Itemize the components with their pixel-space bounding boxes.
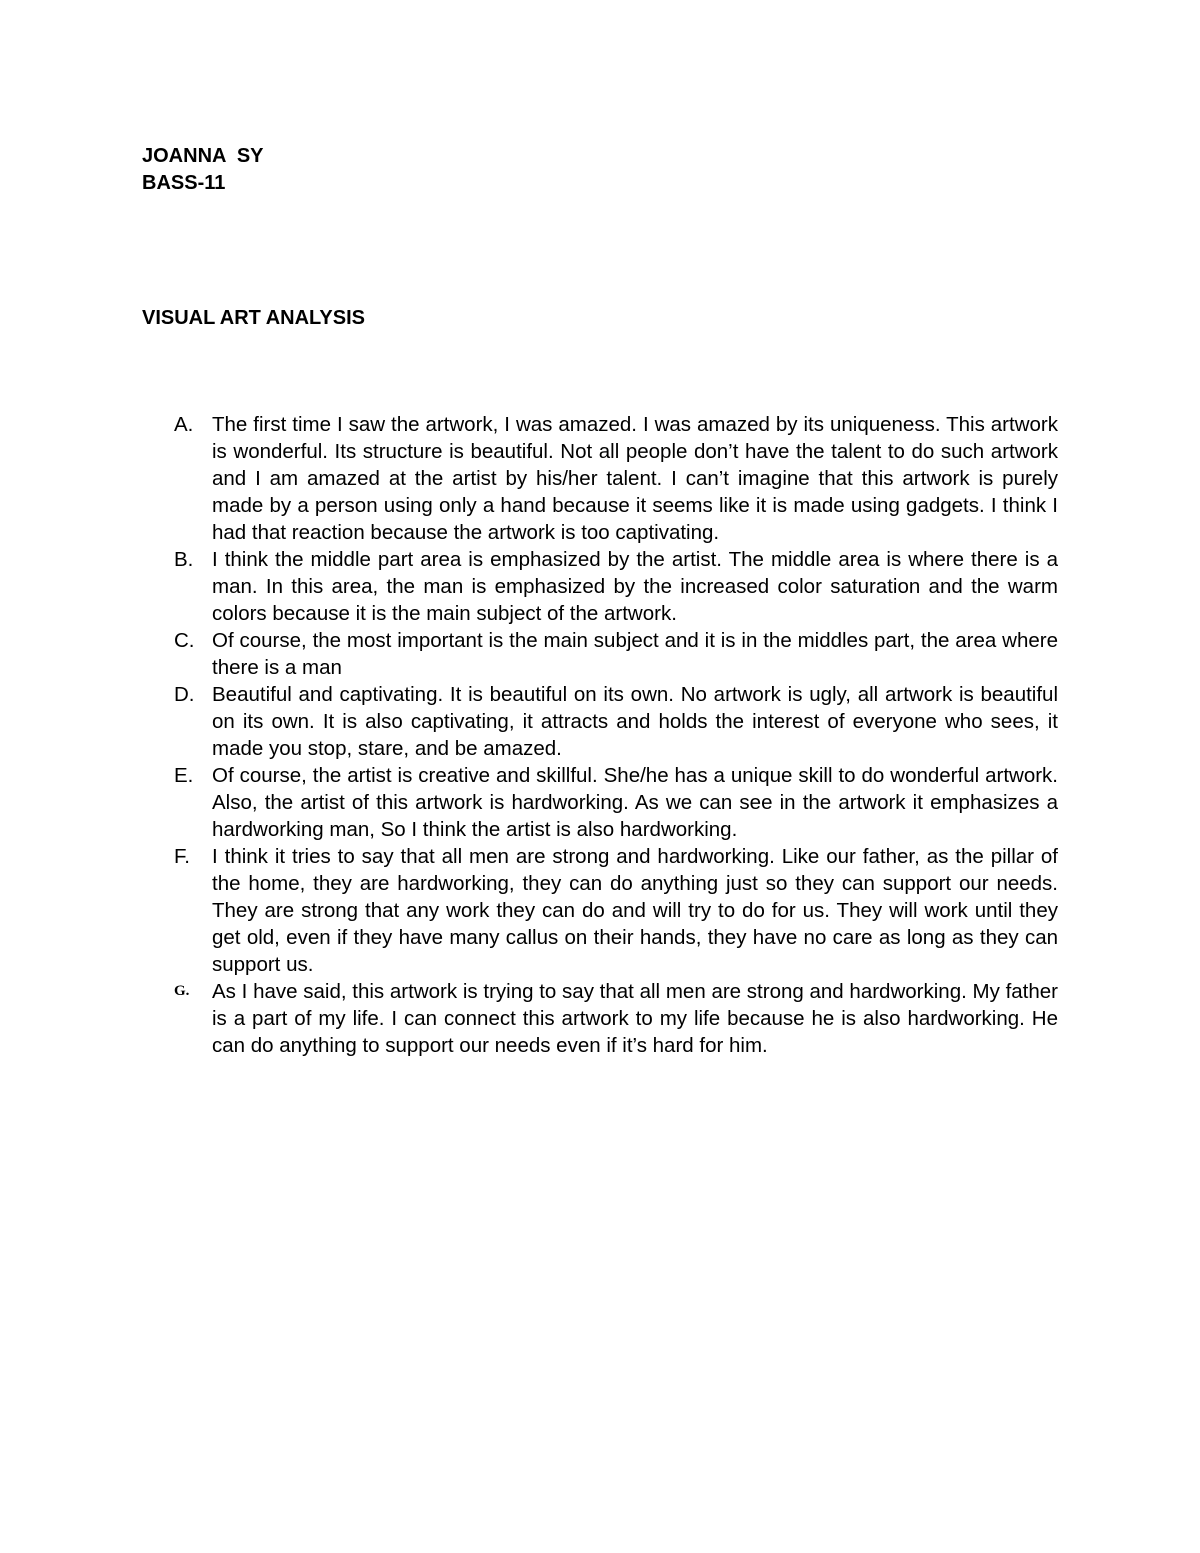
answer-letter: A.: [174, 413, 194, 436]
student-name: JOANNA SY: [142, 145, 264, 167]
answer-item-g: [172, 978, 1058, 1059]
answer-text: As I have said, this artwork is trying to say that all men are strong and hardworking. My father is a part of my life. I can connect this artwork to my life because he is also hardworking. He can do anything to support our needs even if it’s hard for him.: [212, 980, 1058, 1057]
answer-text: Of course, the most important is the main subject and it is in the middles part, the area where there is a man: [212, 629, 1058, 679]
answer-text: The first time I saw the artwork, I was amazed. I was amazed by its uniqueness. This artwork is wonderful. Its structure is beautiful. Not all people don’t have the talent to do such artwork and I am amazed at the artist by his/her talent. I can’t imagine that this artwork is purely made by a person using only a hand because it seems like it is made using gadgets. I think I had that reaction because the artwork is too captivating.: [212, 413, 1058, 544]
answer-text: Beautiful and captivating. It is beautiful on its own. No artwork is ugly, all artwork is beautiful on its own. It is also captivating, it attracts and holds the interest of everyone who sees, it made you stop, stare, and be amazed.: [212, 683, 1058, 760]
class-section: BASS-11: [142, 172, 226, 194]
answer-item-c: [172, 627, 1058, 681]
answer-item-d: [172, 681, 1058, 762]
answer-text: Of course, the artist is creative and skillful. She/he has a unique skill to do wonderful artwork. Also, the artist of this artwork is hardworking. As we can see in the artwork it emphasizes a hardworking man, So I think the artist is also hardworking.: [212, 764, 1058, 841]
answer-item-f: [172, 843, 1058, 978]
answer-letter: F.: [174, 845, 190, 868]
answer-text: I think it tries to say that all men are strong and hardworking. Like our father, as the pillar of the home, they are hardworking, they can do anything just so they can support our needs. They are strong that any work they can do and will try to do for us. They will work until they get old, even if they have many callus on their hands, they have no care as long as they can support us.: [212, 845, 1058, 976]
answer-letter: E.: [174, 764, 194, 787]
document-title: VISUAL ART ANALYSIS: [142, 307, 365, 329]
answer-list: [172, 411, 1058, 1059]
answer-letter: D.: [174, 683, 195, 706]
answer-item-b: [172, 546, 1058, 627]
answer-letter: B.: [174, 548, 194, 571]
answer-item-e: [172, 762, 1058, 843]
answer-letter: G.: [174, 983, 190, 999]
answer-item-a: [172, 411, 1058, 546]
answer-letter: C.: [174, 629, 195, 652]
answer-text: I think the middle part area is emphasized by the artist. The middle area is where there is a man. In this area, the man is emphasized by the increased color saturation and the warm colors because it is the main subject of the artwork.: [212, 548, 1058, 625]
